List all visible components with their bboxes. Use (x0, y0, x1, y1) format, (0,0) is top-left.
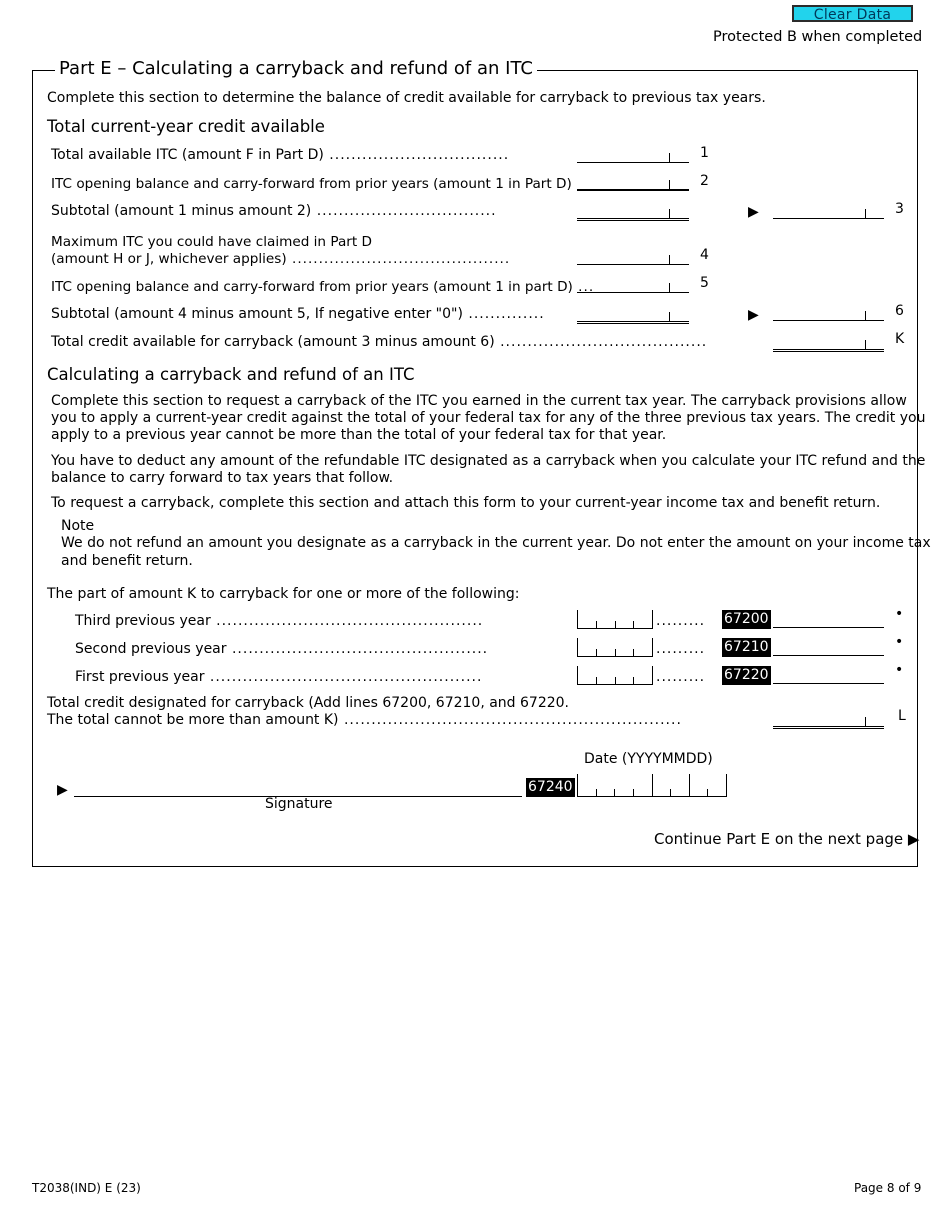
line-l-number: L (898, 708, 906, 724)
para1-line1: Complete this section to request a carryback of the ITC you earned in the current tax year. The carryback provisions allow (51, 393, 907, 409)
year-first-input[interactable] (773, 671, 884, 684)
part-e-intro: Complete this section to determine the balance of credit available for carryback to previous tax years. (47, 90, 766, 106)
line-3-subtotal-a[interactable] (577, 206, 689, 221)
line-4-label-a: Maximum ITC you could have claimed in Part D (51, 234, 372, 250)
signature-date-input[interactable] (577, 774, 727, 797)
line-5-label: ITC opening balance and carry-forward from prior years (amount 1 in part D) ... (51, 279, 595, 295)
line-2-label: ITC opening balance and carry-forward from prior years (amount 1 in Part D) (51, 176, 572, 192)
decimal-dot: • (895, 662, 904, 678)
year-third-label: Third previous year ................................................. (75, 613, 484, 629)
year-first-dots: ......... (656, 669, 706, 685)
line-3-number: 3 (895, 201, 904, 217)
code-67210: 67210 (724, 639, 769, 655)
arrow-right-icon: ▶ (57, 782, 68, 798)
clear-data-button[interactable]: Clear Data (792, 5, 913, 22)
year-first-date[interactable] (577, 666, 653, 685)
code-67200: 67200 (724, 611, 769, 627)
note-line1: We do not refund an amount you designate as a carryback in the current year. Do not enter the amount on your income tax (61, 535, 931, 551)
note-line2: and benefit return. (61, 553, 193, 569)
line-6-subtotal-a[interactable] (577, 309, 689, 324)
code-67220: 67220 (724, 667, 769, 683)
year-third-date[interactable] (577, 610, 653, 629)
protected-label: Protected B when completed (713, 29, 923, 45)
arrow-right-icon: ▶ (748, 204, 759, 220)
para3: To request a carryback, complete this section and attach this form to your current-year income tax and benefit return. (51, 495, 881, 511)
decimal-dot: • (895, 634, 904, 650)
line-5-input[interactable] (577, 280, 689, 293)
arrow-right-icon: ▶ (907, 830, 920, 848)
line-3-input[interactable] (773, 206, 884, 219)
line-5-number: 5 (700, 275, 709, 291)
line-l-label-a: Total credit designated for carryback (Add lines 67200, 67210, and 67220. (47, 695, 570, 711)
decimal-dot: • (895, 606, 904, 622)
line-4-label: (amount H or J, whichever applies) ......................................... (51, 251, 511, 267)
line-k-number: K (895, 331, 905, 347)
date-label: Date (YYYYMMDD) (584, 751, 713, 767)
part-e-title: Part E – Calculating a carryback and refund of an ITC (55, 58, 537, 79)
line-1-label: Total available ITC (amount F in Part D) ................................. (51, 147, 510, 163)
arrow-right-icon: ▶ (748, 307, 759, 323)
year-third-dots: ......... (656, 613, 706, 629)
year-first-label: First previous year .................................................. (75, 669, 483, 685)
line-6-input[interactable] (773, 308, 884, 321)
year-third-input[interactable] (773, 615, 884, 628)
form-id: T2038(IND) E (23) (32, 1181, 141, 1195)
para1-line3: apply to a previous year cannot be more than the total of your federal tax for that year. (51, 427, 667, 443)
line-1-number: 1 (700, 145, 709, 161)
line-6-number: 6 (895, 303, 904, 319)
line-3-label: Subtotal (amount 1 minus amount 2) ................................. (51, 203, 497, 219)
para1-line2: you to apply a current-year credit against the total of your federal tax for any of the three previous tax years. The credit you (51, 410, 926, 426)
section1-heading: Total current-year credit available (47, 117, 325, 136)
para2-line1: You have to deduct any amount of the refundable ITC designated as a carryback when you calculate your ITC refund and the (51, 453, 926, 469)
line-k-label: Total credit available for carryback (amount 3 minus amount 6) ...................................... (51, 334, 708, 350)
line-2-input[interactable] (577, 177, 689, 191)
year-second-dots: ......... (656, 641, 706, 657)
line-4-input[interactable] (577, 252, 689, 265)
line-1-input[interactable] (577, 150, 689, 163)
note-title: Note (61, 518, 95, 534)
year-second-date[interactable] (577, 638, 653, 657)
line-l-label-b: The total cannot be more than amount K) .............................................................. (47, 712, 682, 728)
continue-label: Continue Part E on the next page ▶ (654, 830, 920, 848)
line-l-input[interactable] (773, 714, 884, 729)
year-second-input[interactable] (773, 643, 884, 656)
line-4-number: 4 (700, 247, 709, 263)
line-6-label: Subtotal (amount 4 minus amount 5, If negative enter "0") .............. (51, 306, 545, 322)
section2-heading: Calculating a carryback and refund of an ITC (47, 365, 415, 384)
code-67240: 67240 (528, 779, 573, 795)
line-k-input[interactable] (773, 337, 884, 352)
year-second-label: Second previous year ............................................... (75, 641, 489, 657)
page-number: Page 8 of 9 (854, 1181, 922, 1195)
line-2-number: 2 (700, 173, 709, 189)
carryback-intro: The part of amount K to carryback for one or more of the following: (47, 586, 520, 602)
signature-label: Signature (265, 796, 333, 812)
para2-line2: balance to carry forward to tax years that follow. (51, 470, 394, 486)
